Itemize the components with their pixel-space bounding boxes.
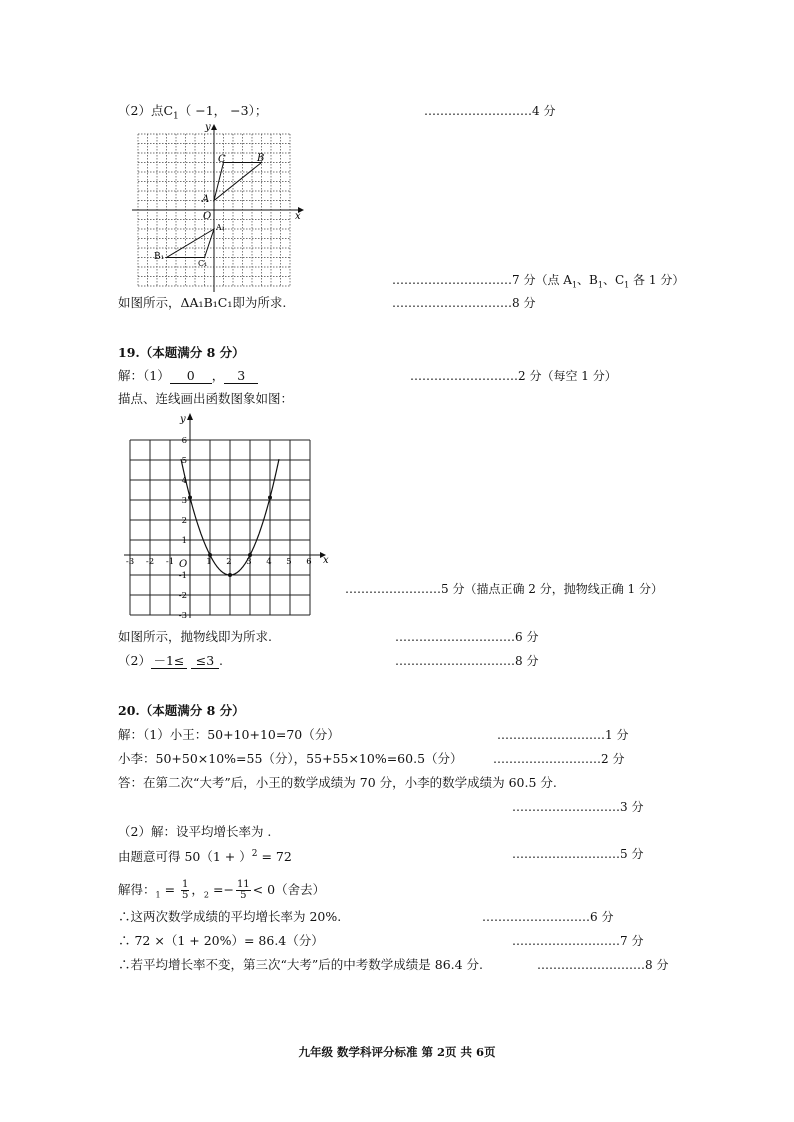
q18-x-label: x <box>295 211 301 222</box>
fraction-11-5: $\frac{11}{5}$ <box>236 879 250 901</box>
q19-origin-label: O <box>179 559 188 570</box>
plotted-point <box>268 496 272 500</box>
q19-heading: 19.（本题满分 8 分） <box>118 345 245 360</box>
y-tick: -2 <box>178 591 187 601</box>
q20-score-2: ………………………2 分 <box>493 752 625 766</box>
label-a: A <box>202 194 210 205</box>
q18-conclusion: 如图所示，ΔA₁B₁C₁即为所求. <box>118 295 287 310</box>
q19-part1: 解：（1） 0 ， 3 <box>118 368 258 384</box>
x-tick: -3 <box>125 557 135 567</box>
plotted-point <box>188 496 192 500</box>
label-a1: A₁ <box>216 223 225 232</box>
q19-blank-1: 0 <box>170 369 212 384</box>
plotted-point <box>228 573 232 577</box>
q19-score-2: ………………………2 分（每空 1 分） <box>410 369 617 383</box>
x-tick: 3 <box>246 557 252 567</box>
q20-line-5: 由题意可得 $50(1 + )^2 = 72$ <box>118 849 292 865</box>
y-tick: -1 <box>178 571 187 581</box>
q19-blank-2: 3 <box>224 369 258 384</box>
q18-y-label: y <box>205 122 211 133</box>
q20-line-6: 解得：$_1$ = $\frac{1}{5}$ ，$_2$ =− $\frac{11}{5}$ < 0（舍去） <box>118 879 326 901</box>
q20-line-7: ∴这两次数学成绩的平均增长率为 20%. <box>118 909 342 924</box>
x-tick: -2 <box>145 557 155 567</box>
x-tick: 6 <box>306 557 312 567</box>
q20-score-1: ………………………1 分 <box>497 728 629 742</box>
x-tick: 2 <box>226 557 232 567</box>
label-b1: B₁ <box>154 252 165 262</box>
q19-score-8: …………………………8 分 <box>395 654 539 668</box>
y-tick: 2 <box>181 516 187 526</box>
q20-score-3: ………………………3 分 <box>512 800 644 814</box>
q19-score-6: …………………………6 分 <box>395 630 539 644</box>
q18-score-7: …………………………7 分（点 $A_1$、$B_1$、$C_1$ 各 1 分） <box>392 273 685 290</box>
q18-score-4: ………………………4 分 <box>424 104 556 118</box>
q20-score-5: ………………………5 分 <box>512 847 644 861</box>
q19-score-5: ……………………5 分（描点正确 2 分，抛物线正确 1 分） <box>345 582 663 596</box>
q20-line-9: ∴若平均增长率不变，第三次“大考”后的中考数学成绩是 86.4 分. <box>118 957 484 972</box>
q20-heading: 20.（本题满分 8 分） <box>118 703 245 718</box>
triangle-abc <box>214 163 262 201</box>
x-tick: 1 <box>206 557 212 567</box>
x-tick: -1 <box>165 557 175 567</box>
x-tick: 5 <box>286 557 292 567</box>
label-c: C <box>218 154 226 165</box>
x-tick: 4 <box>266 557 272 567</box>
y-tick: 1 <box>181 536 187 546</box>
label-c1: C₁ <box>198 259 208 268</box>
q19-x-label: x <box>323 555 329 566</box>
y-tick: -3 <box>178 611 187 620</box>
q19-part2: （2） －1≤ ≤3 . <box>118 653 223 668</box>
fraction-1-5: $\frac{1}{5}$ <box>182 879 189 901</box>
q20-line-2: 小李：50+50×10%=55（分），55+55×10%=60.5（分） <box>118 751 463 766</box>
q20-line-8: ∴ 72 ×（1 + 20%）= 86.4（分） <box>118 933 324 948</box>
q18-line-c1: （2）点$C_1( -1$， −3）； <box>118 103 268 122</box>
label-b: B <box>257 153 265 164</box>
page-footer: 九年级 数学科评分标准 第 2页 共 6页 <box>298 1045 496 1059</box>
q20-score-7: ………………………7 分 <box>512 934 644 948</box>
q20-score-6: ………………………6 分 <box>482 910 614 924</box>
y-tick: 5 <box>181 456 187 466</box>
q20-line-3: 答：在第二次“大考”后，小王的数学成绩为 70 分，小李的数学成绩为 60.5 分. <box>118 775 557 790</box>
q20-line-1: 解：（1）小王：50+10+10=70（分） <box>118 727 340 742</box>
q19-conclusion: 如图所示，抛物线即为所求. <box>118 629 272 644</box>
q20-line-4: （2）解：设平均增长率为 . <box>118 824 272 839</box>
y-tick: 3 <box>181 496 187 506</box>
q18-score-8: …………………………8 分 <box>392 296 536 310</box>
y-tick: 4 <box>181 476 187 486</box>
q19-parabola-graph <box>120 410 335 620</box>
q18-coordinate-grid <box>128 122 308 297</box>
triangle-a1b1c1 <box>167 229 215 258</box>
q18-origin-label: O <box>203 211 212 222</box>
q19-range-low: －1≤ <box>151 654 187 669</box>
q19-plot-intro: 描点、连线画出函数图象如图： <box>118 391 294 406</box>
q19-y-label: y <box>180 414 186 425</box>
y-tick: 6 <box>181 436 187 446</box>
q19-range-high: ≤3 <box>191 654 219 669</box>
q20-score-8: ………………………8 分 <box>537 958 669 972</box>
